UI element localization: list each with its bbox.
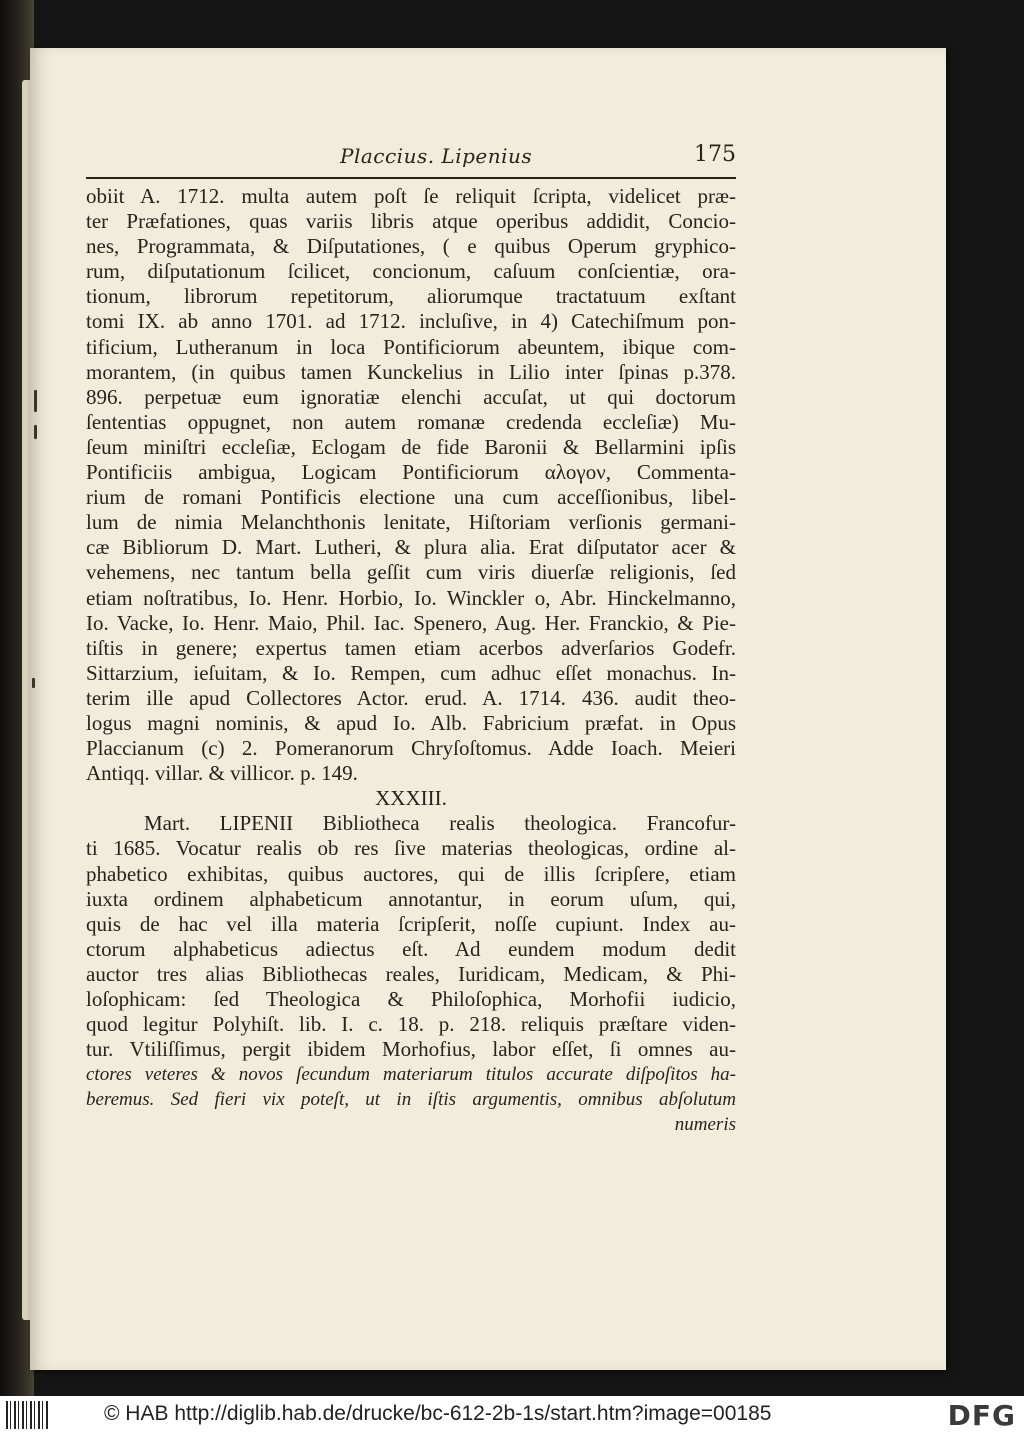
barcode-icon bbox=[6, 1401, 48, 1429]
page-number: 175 bbox=[694, 142, 736, 167]
viewer-footer bbox=[0, 1396, 1024, 1435]
text-line: tificium, Lutheranum in loca Pontificiorum abeuntem, ibique com- bbox=[86, 334, 736, 359]
text-line: morantem, (in quibus tamen Kunckelius in Lilio inter ſpinas p.378. bbox=[86, 359, 736, 384]
dfg-logo: DFG bbox=[947, 1399, 1016, 1432]
running-header bbox=[86, 140, 736, 174]
text-line: Placcianum (c) 2. Pomeranorum Chryſoſtomus. Adde Ioach. Meieri bbox=[86, 736, 736, 761]
margin-mark bbox=[32, 678, 35, 688]
section-heading: XXXIII. bbox=[375, 786, 447, 811]
header-rule bbox=[86, 177, 736, 179]
text-line: ter Præfationes, quas variis libris atque operibus addidit, Concio- bbox=[86, 209, 736, 234]
text-line: etiam noſtratibus, Io. Henr. Horbio, Io. Winckler o, Abr. Hinckelmanno, bbox=[86, 585, 736, 610]
text-line: ctorum alphabeticus adiectus eſt. Ad eundem modum dedit bbox=[86, 936, 736, 961]
text-line: logus magni nominis, & apud Io. Alb. Fabricium præfat. in Opus bbox=[86, 710, 736, 735]
text-line: Pontificiis ambigua, Logicam Pontificiorum αλογον, Commenta- bbox=[86, 460, 736, 485]
text-line: obiit A. 1712. multa autem poſt ſe reliquit ſcripta, videlicet præ- bbox=[86, 184, 736, 208]
header-title: Placcius. Lipenius bbox=[340, 144, 533, 168]
text-line: iuxta ordinem alphabeticum annotantur, in eorum uſum, qui, bbox=[86, 886, 736, 911]
text-line: terim ille apud Collectores Actor. erud. A. 1714. 436. audit theo- bbox=[86, 685, 736, 710]
text-line: Antiqq. villar. & villicor. p. 149. bbox=[86, 761, 358, 786]
text-line: tur. Vtiliſſimus, pergit ibidem Morhofius, labor eſſet, ſi omnes au- bbox=[86, 1037, 736, 1062]
text-line: nes, Programmata, & Diſputationes, ( e quibus Operum gryphico- bbox=[86, 234, 736, 259]
text-line: ſententias oppugnet, non autem romanæ credenda eccleſiæ) Mu- bbox=[86, 409, 736, 434]
text-line: cæ Bibliorum D. Mart. Lutheri, & plura alia. Erat diſputator acer & bbox=[86, 535, 736, 560]
margin-mark bbox=[34, 425, 37, 439]
text-line: tionum, librorum repetitorum, aliorumque tractatuum exſtant bbox=[86, 284, 736, 309]
text-line: tomi IX. ab anno 1701. ad 1712. incluſive, in 4) Catechiſmum pon- bbox=[86, 309, 736, 334]
page-text bbox=[86, 184, 736, 1138]
text-line: lum de nimia Melanchthonis lenitate, Hiſtoriam verſionis germani- bbox=[86, 510, 736, 535]
text-line: Mart. LIPENII Bibliotheca realis theologica. Francofur- bbox=[144, 811, 736, 836]
text-line: rum, diſputationum ſcilicet, concionum, caſuum conſcientiæ, ora- bbox=[86, 259, 736, 284]
text-line: auctor tres alias Bibliothecas reales, Iuridicam, Medicam, & Phi- bbox=[86, 961, 736, 986]
source-url[interactable]: © HAB http://diglib.hab.de/drucke/bc-612-2b-1s/start.htm?image=00185 bbox=[104, 1402, 772, 1425]
text-line: loſophicam: ſed Theologica & Philoſophica, Morhofii iudicio, bbox=[86, 987, 736, 1011]
text-line: Io. Vacke, Io. Henr. Maio, Phil. Iac. Spenero, Aug. Her. Franckio, & Pie- bbox=[86, 610, 736, 635]
text-line: 896. perpetuæ eum ignoratiæ elenchi accuſat, ut qui doctorum bbox=[86, 384, 736, 409]
margin-mark bbox=[34, 390, 37, 412]
text-line: phabetico exhibitas, quibus auctores, qui de illis ſcripſere, etiam bbox=[86, 861, 736, 886]
text-line: quod legitur Polyhiſt. lib. I. c. 18. p. 218. reliquis præſtare viden- bbox=[86, 1012, 736, 1037]
text-line: ti 1685. Vocatur realis ob res ſive materias theologicas, ordine al- bbox=[86, 836, 736, 861]
text-line: beremus. Sed fieri vix poteſt, ut in iſtis argumentis, omnibus abſolutum bbox=[86, 1089, 736, 1111]
text-line: ſeum miniſtri eccleſiæ, Eclogam de fide Baronii & Bellarmini ipſis bbox=[86, 434, 736, 459]
text-line: ctores veteres & novos ſecundum materiarum titulos accurate diſpoſitos ha- bbox=[86, 1064, 736, 1086]
text-line: rium de romani Pontificis electione una cum acceſſionibus, libel- bbox=[86, 485, 736, 510]
text-line: quis de hac vel illa materia ſcripſerit, noſſe cupiunt. Index au- bbox=[86, 911, 736, 936]
catchword: numeris bbox=[674, 1114, 736, 1136]
text-line: vehemens, nec tantum bella geſſit cum viris diuerſæ religionis, ſed bbox=[86, 560, 736, 585]
text-line: tiſtis in genere; expertus tamen etiam acerbos adverſarios Godefr. bbox=[86, 635, 736, 660]
text-line: Sittarzium, ieſuitam, & Io. Rempen, cum adhuc eſſet monachus. In- bbox=[86, 660, 736, 685]
